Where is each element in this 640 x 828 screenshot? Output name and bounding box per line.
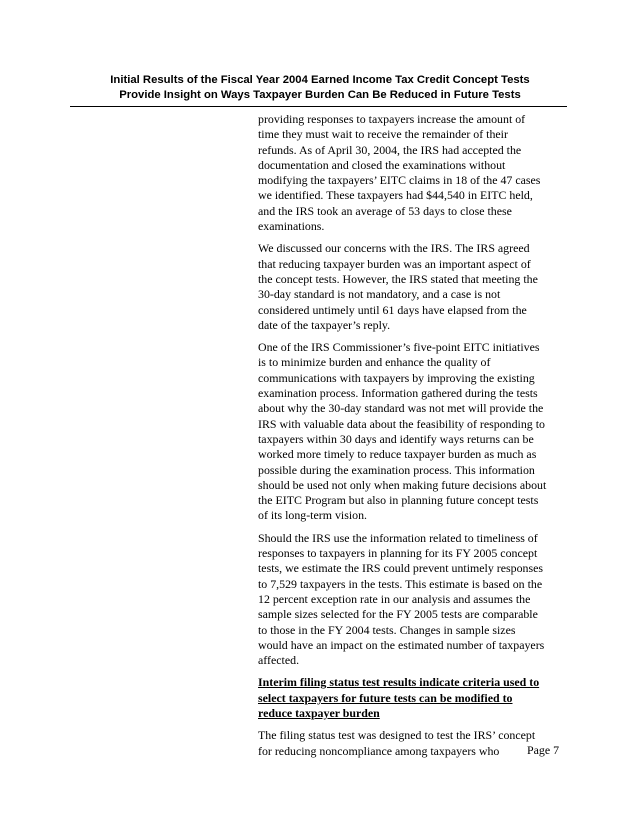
text-line: The filing status test was designed to test the IRS’ concept [258, 728, 536, 743]
text-line: is to minimize burden and enhance the quality of [258, 355, 491, 370]
header-divider [70, 106, 567, 107]
text-line: IRS with valuable data about the feasibility of responding to [258, 416, 545, 431]
text-line: 30-day standard is not mandatory, and a case is not [258, 287, 501, 302]
text-line: communications with taxpayers by improving the existing [258, 370, 535, 385]
subheading-line: Interim filing status test results indicate criteria used to [258, 675, 540, 690]
text-line: documentation and closed the examinations without [258, 157, 506, 172]
paragraph-3 [258, 340, 568, 524]
text-line: date of the taxpayer’s reply. [258, 317, 391, 332]
text-line: 12 percent exception rate in our analysis and assumes the [258, 591, 531, 606]
text-line: and the IRS took an average of 53 days to close these [258, 203, 512, 218]
text-line: We discussed our concerns with the IRS. The IRS agreed [258, 241, 530, 256]
text-line: refunds. As of April 30, 2004, the IRS had accepted the [258, 142, 522, 157]
text-line: we identified. These taxpayers had $44,540 in EITC held, [258, 188, 533, 203]
paragraph-1 [258, 112, 568, 234]
subheading-line: reduce taxpayer burden [258, 705, 380, 720]
body-column [258, 112, 568, 766]
text-line: for reducing noncompliance among taxpayers who [258, 743, 500, 758]
page-number: Page 7 [527, 743, 560, 757]
paragraph-4 [258, 531, 568, 669]
text-line: to 7,529 taxpayers in the tests. This estimate is based on the [258, 576, 543, 591]
text-line: the EITC Program but also in planning future concept tests [258, 493, 539, 508]
text-line: considered untimely until 61 days have elapsed from the [258, 302, 527, 317]
text-line: about why the 30-day standard was not met will provide the [258, 401, 544, 416]
header-title-line-1: Initial Results of the Fiscal Year 2004 Earned Income Tax Credit Concept Tests [110, 74, 530, 86]
text-line: to those in the FY 2004 tests. Changes in sample sizes [258, 622, 516, 637]
text-line: affected. [258, 653, 300, 668]
text-line: sample sizes selected for the FY 2005 tests are comparable [258, 607, 538, 622]
report-header [0, 73, 640, 103]
text-line: taxpayers within 30 days and identify ways returns can be [258, 431, 534, 446]
subheading-line: select taxpayers for future tests can be modified to [258, 690, 513, 705]
text-line: time they must wait to receive the remainder of their [258, 127, 508, 142]
section-subheading [258, 675, 568, 721]
text-line: Should the IRS use the information related to timeliness of [258, 530, 538, 545]
text-line: would have an impact on the estimated number of taxpayers [258, 637, 545, 652]
text-line: modifying the taxpayers’ EITC claims in 18 of the 47 cases [258, 173, 541, 188]
text-line: worked more timely to reduce taxpayer burden as much as [258, 447, 537, 462]
text-line: examination process. Information gathered during the tests [258, 386, 538, 401]
text-line: One of the IRS Commissioner’s five-point EITC initiatives [258, 340, 540, 355]
text-line: should be used not only when making future decisions about [258, 477, 547, 492]
text-line: responses to taxpayers in planning for its FY 2005 concept [258, 546, 538, 561]
text-line: that reducing taxpayer burden was an important aspect of [258, 256, 531, 271]
text-line: examinations. [258, 219, 325, 234]
text-line: the concept tests. However, the IRS stated that meeting the [258, 271, 538, 286]
text-line: of its long-term vision. [258, 508, 367, 523]
text-line: tests, we estimate the IRS could prevent untimely responses [258, 561, 543, 576]
header-title-line-2: Provide Insight on Ways Taxpayer Burden Can Be Reduced in Future Tests [119, 89, 521, 101]
paragraph-5 [258, 728, 568, 759]
text-line: possible during the examination process. This information [258, 462, 535, 477]
paragraph-2 [258, 241, 568, 333]
text-line: providing responses to taxpayers increase the amount of [258, 112, 526, 126]
